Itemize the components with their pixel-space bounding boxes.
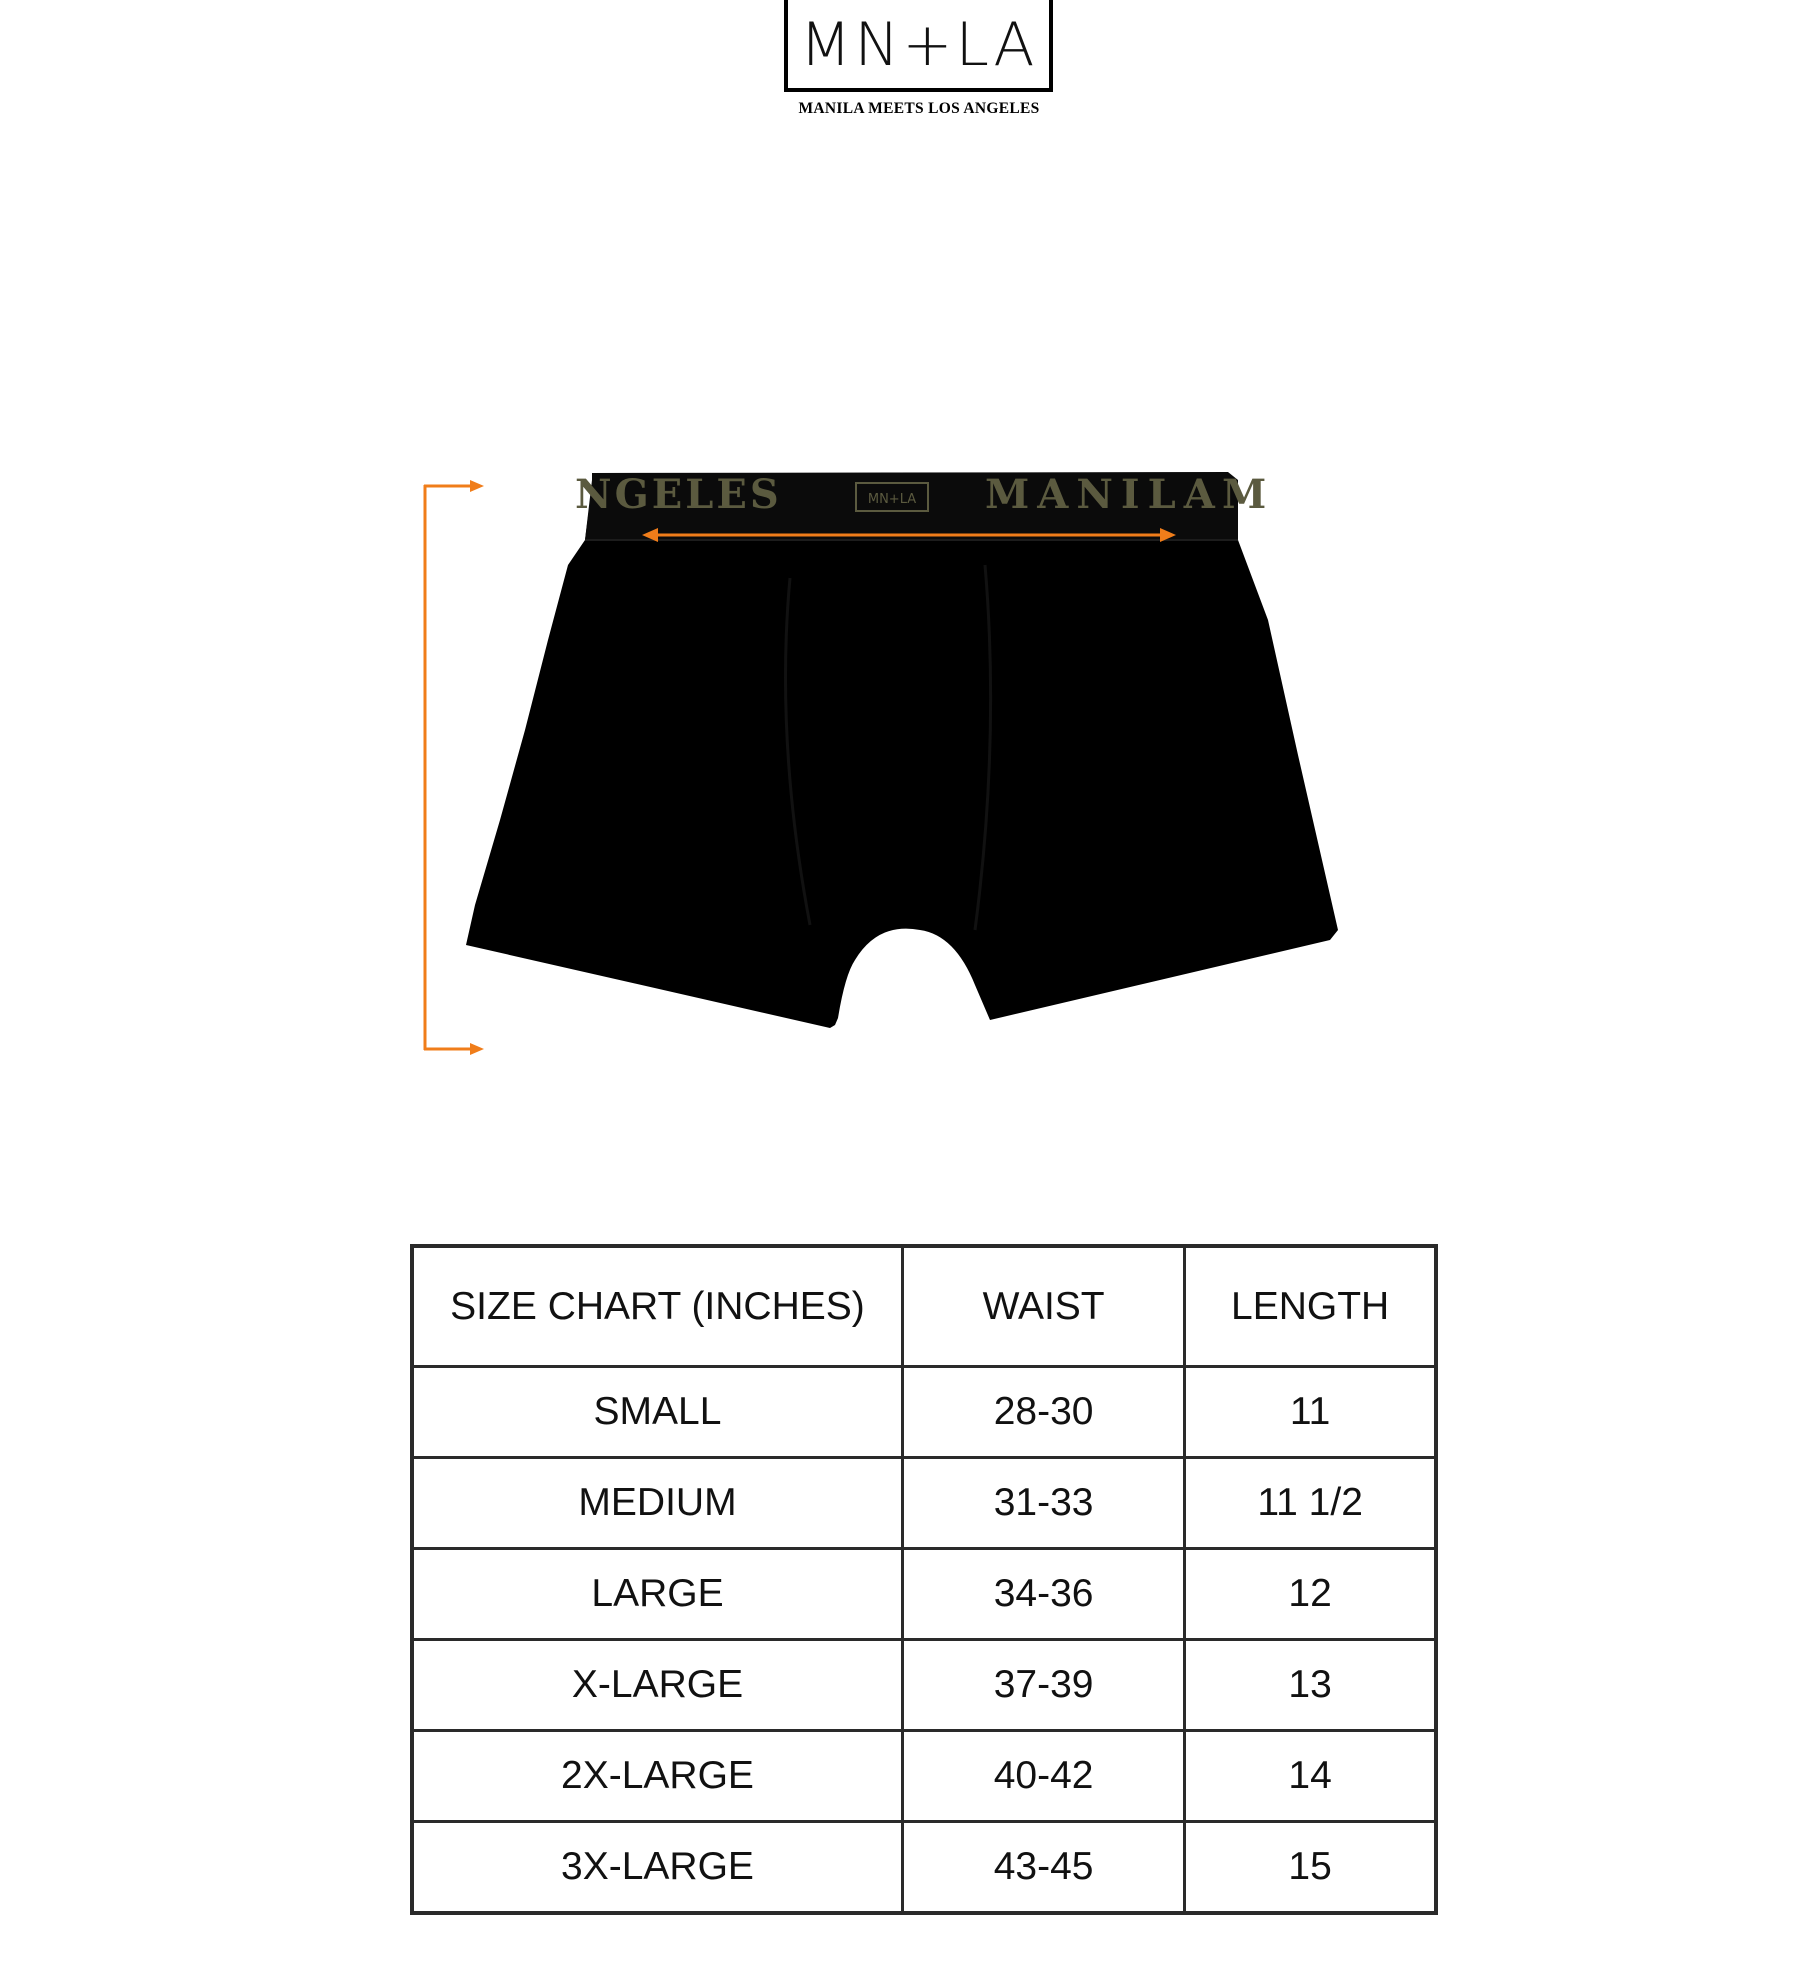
table-row <box>412 1640 1436 1731</box>
waist-cell: 40-42 <box>902 1731 1184 1822</box>
logo-text: MN+LA <box>799 10 1038 80</box>
length-cell: 11 1/2 <box>1185 1458 1436 1549</box>
header-length: LENGTH <box>1185 1246 1436 1367</box>
length-measure-bracket <box>424 480 484 1055</box>
waist-cell: 31-33 <box>902 1458 1184 1549</box>
boxer-brief-body <box>466 473 1338 1028</box>
length-cell: 11 <box>1185 1367 1436 1458</box>
header-size-chart: SIZE CHART (INCHES) <box>412 1246 902 1367</box>
svg-text:M: M <box>1222 471 1267 518</box>
waistband-text-right: MANILA <box>985 471 1223 518</box>
size-cell: 3X-LARGE <box>412 1822 902 1914</box>
waistband-label: MN+LA <box>867 492 917 507</box>
table-row <box>412 1367 1436 1458</box>
size-cell: X-LARGE <box>412 1640 902 1731</box>
length-cell: 15 <box>1185 1822 1436 1914</box>
waist-cell: 43-45 <box>902 1822 1184 1914</box>
size-cell: MEDIUM <box>412 1458 902 1549</box>
table-row <box>412 1731 1436 1822</box>
brand-tagline: MANILA MEETS LOS ANGELES <box>798 100 1040 117</box>
table-row <box>412 1822 1436 1914</box>
size-cell: SMALL <box>412 1367 902 1458</box>
length-cell: 14 <box>1185 1731 1436 1822</box>
size-cell: LARGE <box>412 1549 902 1640</box>
waist-cell: 34-36 <box>902 1549 1184 1640</box>
waist-cell: 37-39 <box>902 1640 1184 1731</box>
table-row <box>412 1458 1436 1549</box>
length-cell: 13 <box>1185 1640 1436 1731</box>
header-waist: WAIST <box>902 1246 1184 1367</box>
size-cell: 2X-LARGE <box>412 1731 902 1822</box>
length-cell: 12 <box>1185 1549 1436 1640</box>
waistband-text-left: NGELES <box>575 471 782 518</box>
size-chart-header-row <box>412 1246 1436 1367</box>
waist-cell: 28-30 <box>902 1367 1184 1458</box>
table-row <box>412 1549 1436 1640</box>
size-chart-table <box>410 1244 1438 1915</box>
